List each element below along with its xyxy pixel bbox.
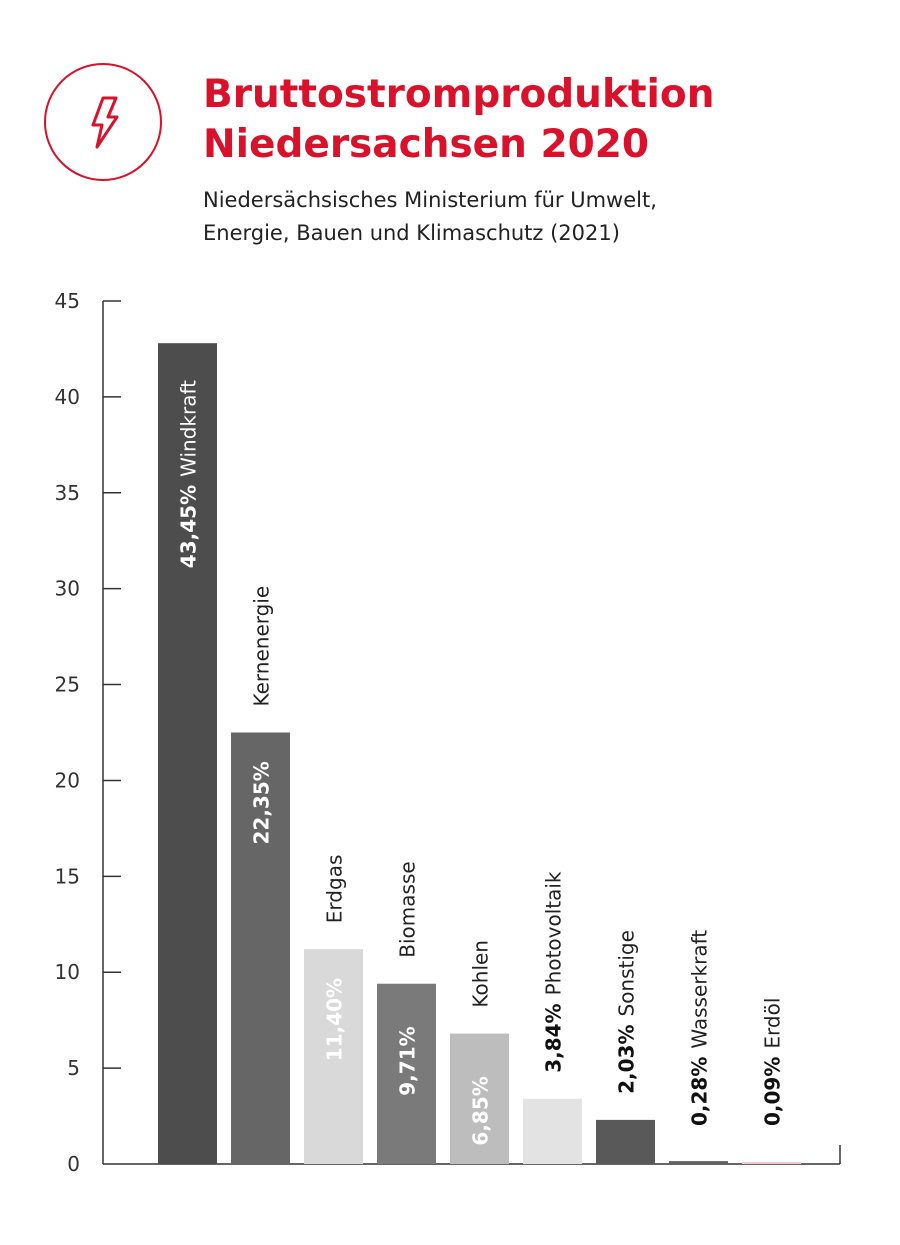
y-tick-label-10: 10: [54, 960, 80, 985]
source-line-1: Niedersächsisches Ministerium für Umwelt,: [203, 188, 657, 212]
y-tick-label-25: 25: [54, 672, 80, 697]
bar-name-kohlen: Kohlen: [468, 940, 493, 1008]
y-tick-label-45: 45: [54, 289, 80, 313]
y-tick-label-5: 5: [67, 1056, 80, 1081]
bar-label-photovoltaik: 3,84%Photovoltaik: [541, 871, 566, 1073]
bar-value-kohlen: 6,85%: [468, 1076, 493, 1146]
bar-label-wasserkraft: 0,28%Wasserkraft: [687, 929, 712, 1126]
title-line-2: Niedersachsen 2020: [203, 122, 650, 167]
y-tick-label-20: 20: [54, 768, 80, 793]
bar-value-biomasse: 9,71%: [395, 1026, 420, 1096]
bar-name-erdgas: Erdgas: [322, 854, 347, 924]
bar-label-erdöl: 0,09%Erdöl: [760, 997, 785, 1126]
bar-name-biomasse: Biomasse: [395, 861, 420, 958]
source-line-2: Energie, Bauen und Klimaschutz (2021): [203, 221, 620, 245]
bar-label-sonstige: 2,03%Sonstige: [614, 930, 639, 1094]
bar-label-windkraft: 43,45%Windkraft: [176, 380, 201, 569]
y-tick-label-40: 40: [54, 384, 80, 409]
bar-erdöl: [742, 1162, 801, 1164]
bar-value-erdgas: 11,40%: [322, 977, 347, 1062]
bar-sonstige: [596, 1120, 655, 1164]
bar-photovoltaik: [523, 1099, 582, 1164]
bar-name-kernenergie: Kernenergie: [249, 585, 274, 707]
bar-value-kernenergie: 22,35%: [249, 761, 274, 845]
y-tick-label-15: 15: [54, 864, 80, 889]
y-tick-label-0: 0: [67, 1152, 80, 1176]
bar-wasserkraft: [669, 1161, 728, 1164]
y-tick-label-30: 30: [54, 576, 80, 601]
title-line-1: Bruttostromproduktion: [203, 72, 715, 117]
y-tick-label-35: 35: [54, 480, 80, 505]
